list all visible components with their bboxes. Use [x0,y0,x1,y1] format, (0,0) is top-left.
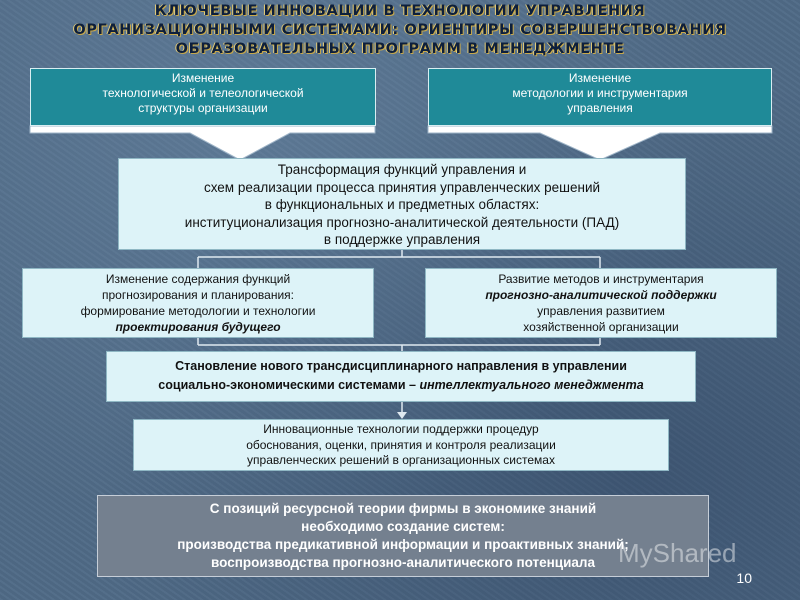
top-left-line-2: технологической и телеологической [102,86,304,100]
bottom-line-1: С позиций ресурсной теории фирмы в экономике знаний [209,501,597,516]
top-left-line-1: Изменение [171,71,235,85]
arrow-right-down [428,126,772,160]
mid-right-line-3: управления развитием [537,304,665,318]
mid-left-line-4: проектирования будущего [115,320,281,334]
watermark: MyShared [618,538,737,568]
title-line-1: КЛЮЧЕВЫЕ ИННОВАЦИИ В ТЕХНОЛОГИИ УПРАВЛЕНИЯ [154,3,646,19]
transform-line-5: в поддержке управления [323,232,481,247]
mid-left-line-2: прогнозирования и планирования: [102,288,294,302]
transform-line-4: институционализация прогнозно-аналитической деятельности (ПАД) [184,214,620,230]
top-right-line-2: методологии и инструментария [512,86,688,100]
top-right-line-3: управления [567,101,633,115]
mid-left-line-3: формирование методологии и технологии [80,304,316,318]
box-structure-change [30,68,376,126]
mid-left-line-1: Изменение содержания функций [105,272,291,286]
emergence-line-1: Становление нового трансдисциплинарного направления в управлении [175,359,627,373]
box-transformation [118,158,686,250]
mid-right-line-4: хозяйственной организации [523,320,679,334]
bottom-line-2: необходимо создание систем: [301,519,505,534]
mid-right-line-2: прогнозно-аналитической поддержки [485,288,717,302]
bottom-line-4: воспроизводства прогнозно-аналитического потенциала [211,555,595,570]
innov-line-2: обоснования, оценки, принятия и контроля реализации [246,437,556,452]
top-left-line-3: структуры организации [138,101,268,115]
transform-line-2: схем реализации процесса принятия управленческих решений [203,179,601,195]
emergence-line-2b: интеллектуального менеджмента [419,378,644,392]
box-forecasting-functions [22,268,374,338]
box-innovation-technologies [133,419,669,471]
transform-line-3: в функциональных и предметных областях: [264,197,540,212]
transform-line-1: Трансформация функций управления и [277,162,527,177]
box-analytic-support [425,268,777,338]
title-line-2: ОРГАНИЗАЦИОННЫМИ СИСТЕМАМИ: ОРИЕНТИРЫ СОВЕРШЕНСТВОВАНИЯ [73,22,727,38]
emergence-line-2 [107,376,695,395]
top-right-line-1: Изменение [568,71,632,85]
bottom-line-3: производства предикативной информации и проактивных знаний; [177,537,629,552]
title-line-3: ОБРАЗОВАТЕЛЬНЫХ ПРОГРАММ В МЕНЕДЖМЕНТЕ [175,41,625,57]
box-methodology-change [428,68,772,126]
box-intellectual-management [106,351,696,402]
arrow-left-down [30,126,375,160]
emergence-line-2a: социально-экономическими системами – [158,378,420,392]
slide-number: 10 [736,570,752,586]
innov-line-3: управленческих решений в организационных системах [247,453,555,467]
mid-right-line-1: Развитие методов и инструментария [498,272,704,286]
innov-line-1: Инновационные технологии поддержки процедур [263,422,539,436]
